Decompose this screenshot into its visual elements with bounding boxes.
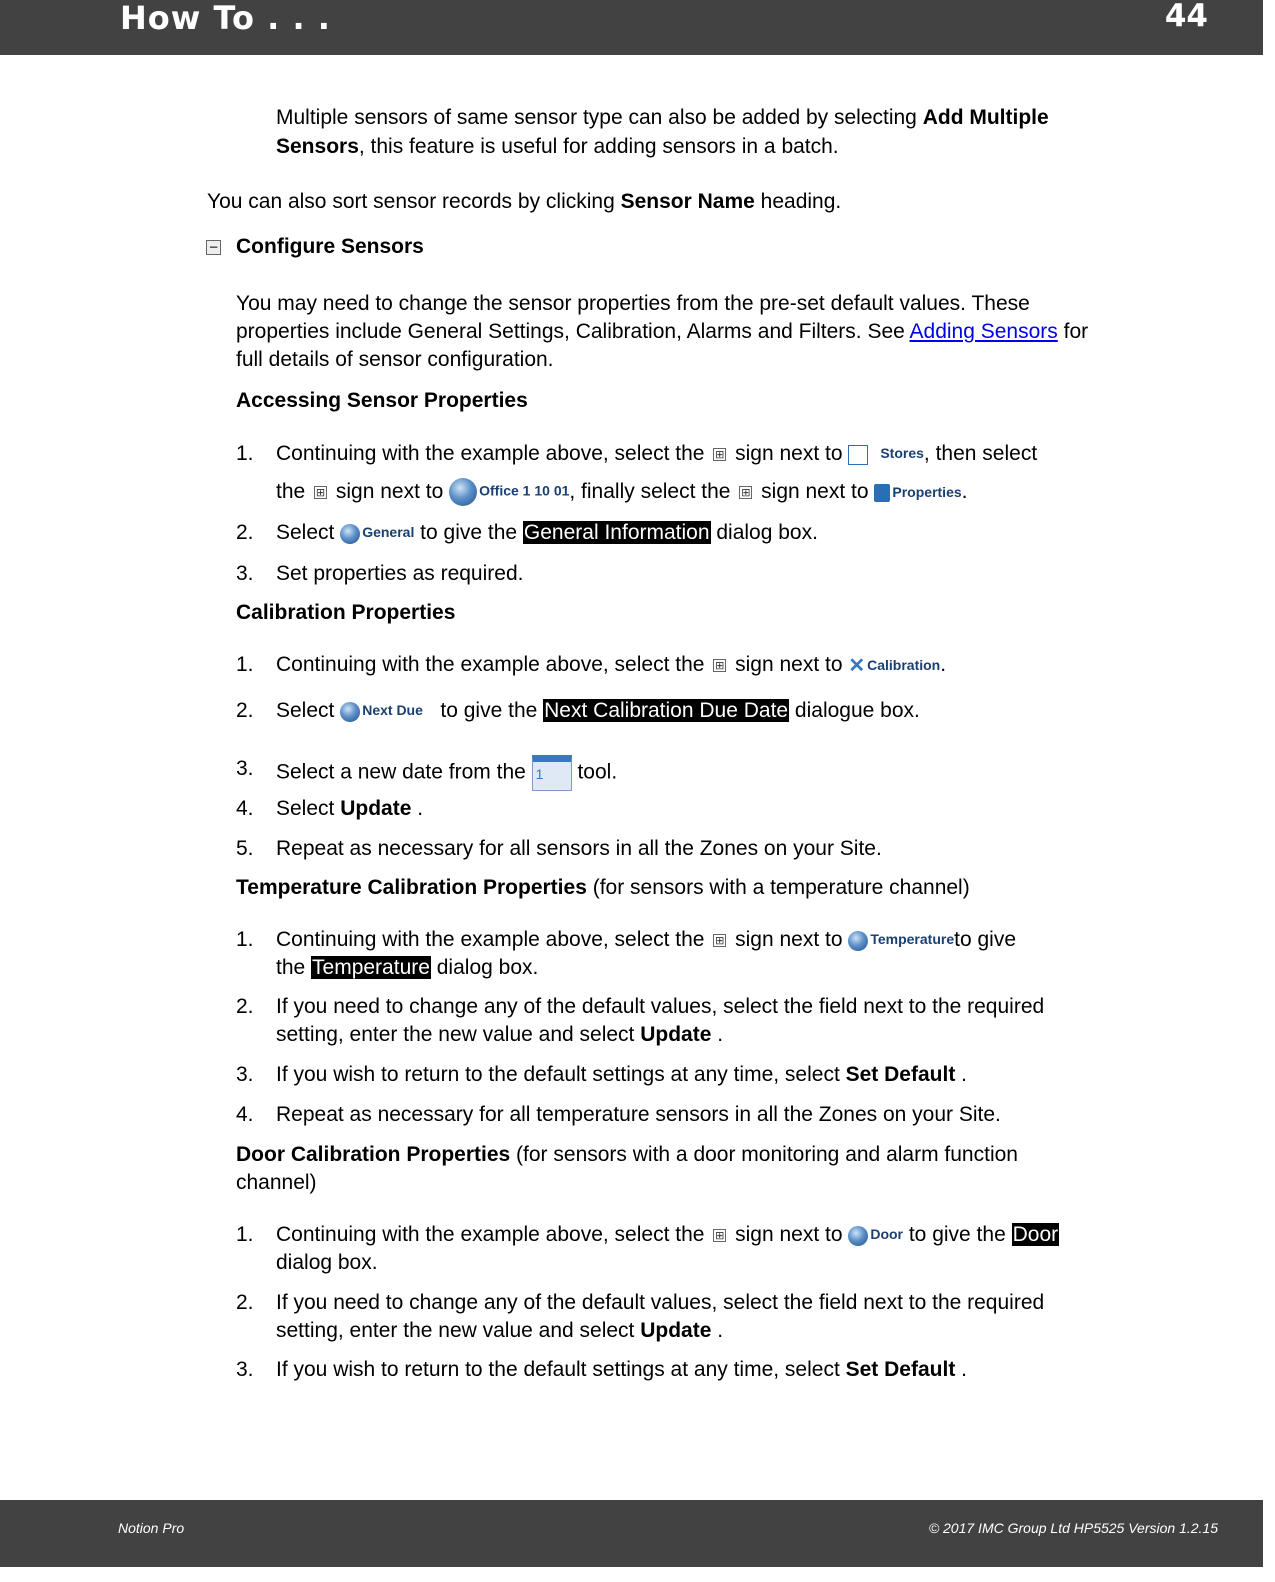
step-number: 3. xyxy=(236,757,254,780)
temperature-step1-line2: the Temperature dialog box. xyxy=(276,956,539,979)
stores-icon: Stores xyxy=(848,444,924,464)
step-number: 2. xyxy=(236,521,254,544)
door-heading: Door Calibration Properties (for sensors with a door monitoring and alarm function xyxy=(236,1143,1018,1166)
calendar-icon: 1 xyxy=(532,755,572,791)
temperature-step3: If you wish to return to the default settings at any time, select Set Default . xyxy=(276,1063,967,1086)
configure-para-line3: full details of sensor configuration. xyxy=(236,348,554,371)
door-step1-line2: dialog box. xyxy=(276,1251,378,1274)
step-number: 2. xyxy=(236,1291,254,1314)
temperature-heading: Temperature Calibration Properties (for sensors with a temperature channel) xyxy=(236,876,970,899)
step-number: 4. xyxy=(236,1103,254,1126)
temperature-step1-line1: Continuing with the example above, select the ⊞ sign next to Temperatureto give xyxy=(276,928,1016,951)
accessing-step3: Set properties as required. xyxy=(276,562,524,585)
expand-plus-icon: ⊞ xyxy=(315,485,326,499)
footer-copyright: © 2017 IMC Group Ltd HP5525 Version 1.2.15 xyxy=(928,1520,1218,1536)
collapse-toggle-icon[interactable]: − xyxy=(206,240,221,255)
page-footer xyxy=(0,1500,1263,1567)
temperature-icon: Temperature xyxy=(848,930,954,950)
properties-icon: Properties xyxy=(874,483,961,502)
expand-plus-icon: ⊞ xyxy=(715,1228,725,1242)
configure-para-line1: You may need to change the sensor properties from the pre-set default values. These xyxy=(236,292,1030,315)
step-number: 3. xyxy=(236,562,254,585)
door-heading-line2: channel) xyxy=(236,1171,317,1194)
sort-note: You can also sort sensor records by clicking Sensor Name heading. xyxy=(207,190,842,213)
next-due-icon: Next Due xyxy=(340,701,423,721)
step-number: 3. xyxy=(236,1063,254,1086)
adding-sensors-link[interactable]: Adding Sensors xyxy=(909,320,1058,343)
accessing-step1-line2: the ⊞ sign next to Office 1 10 01, finally select the ⊞ sign next to Properties. xyxy=(276,478,967,506)
step-number: 4. xyxy=(236,797,254,820)
step-number: 5. xyxy=(236,837,254,860)
batch-note-line1: Multiple sensors of same sensor type can also be added by selecting Add Multiple xyxy=(276,106,1049,129)
calibration-step3: Select a new date from the 1 tool. xyxy=(276,755,617,791)
temperature-step2-line1: If you need to change any of the default values, select the field next to the required xyxy=(276,995,1045,1018)
expand-plus-icon: ⊞ xyxy=(715,658,725,672)
calibration-icon: ✕ Calibration xyxy=(848,655,941,678)
accessing-heading: Accessing Sensor Properties xyxy=(236,389,528,412)
calibration-step5: Repeat as necessary for all sensors in all the Zones on your Site. xyxy=(276,837,882,860)
step-number: 1. xyxy=(236,442,254,465)
calibration-step4: Select Update . xyxy=(276,797,424,820)
door-step3: If you wish to return to the default settings at any time, select Set Default . xyxy=(276,1358,967,1381)
footer-product: Notion Pro xyxy=(118,1520,185,1536)
door-step2-line1: If you need to change any of the default values, select the field next to the required xyxy=(276,1291,1045,1314)
general-icon: General xyxy=(340,523,414,543)
expand-plus-icon: ⊞ xyxy=(715,933,725,947)
step-number: 3. xyxy=(236,1358,254,1381)
door-icon: Door xyxy=(848,1225,903,1245)
expand-plus-icon: ⊞ xyxy=(715,447,725,461)
calibration-heading: Calibration Properties xyxy=(236,601,456,624)
door-step1-line1: Continuing with the example above, select the ⊞ sign next to Door to give the Door xyxy=(276,1223,1059,1246)
door-step2-line2: setting, enter the new value and select Update . xyxy=(276,1319,724,1342)
step-number: 1. xyxy=(236,928,254,951)
accessing-step2: Select General to give the General Information dialog box. xyxy=(276,521,818,544)
step-number: 1. xyxy=(236,653,254,676)
accessing-step1-line1: Continuing with the example above, select the ⊞ sign next to Stores, then select xyxy=(276,442,1038,465)
header-title: How To . . . xyxy=(120,0,331,37)
configure-sensors-heading: Configure Sensors xyxy=(236,235,424,258)
step-number: 1. xyxy=(236,1223,254,1246)
step-number: 2. xyxy=(236,995,254,1018)
page-header xyxy=(0,0,1263,55)
expand-plus-icon: ⊞ xyxy=(741,485,751,499)
calibration-step1: Continuing with the example above, select the ⊞ sign next to ✕ Calibration. xyxy=(276,653,947,678)
step-number: 2. xyxy=(236,699,254,722)
batch-note-line2: Sensors, this feature is useful for adding sensors in a batch. xyxy=(276,135,839,158)
calibration-step2: Select Next Due to give the Next Calibration Due Date dialogue box. xyxy=(276,699,920,722)
temperature-step4: Repeat as necessary for all temperature sensors in all the Zones on your Site. xyxy=(276,1103,1001,1126)
temperature-step2-line2: setting, enter the new value and select Update . xyxy=(276,1023,724,1046)
configure-para-line2: properties include General Settings, Calibration, Alarms and Filters. See Adding Sensors for xyxy=(236,320,1089,343)
office-icon: Office 1 10 01 xyxy=(449,478,569,506)
page-number: 44 xyxy=(1164,0,1208,34)
